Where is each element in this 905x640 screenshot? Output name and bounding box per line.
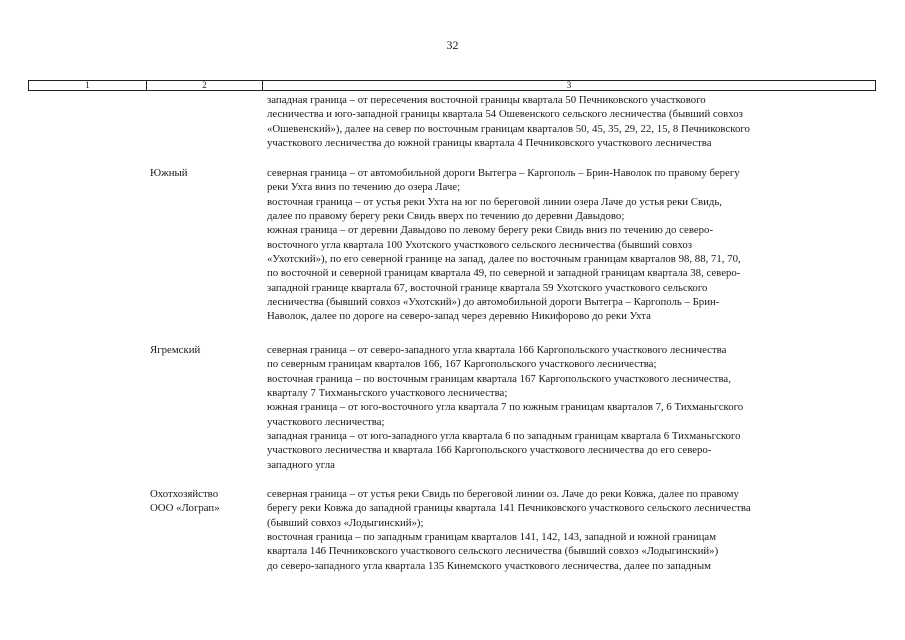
territory-name [150,166,262,180]
territory-name [150,343,262,357]
description-line: западного угла [267,458,335,471]
description-line: лесничества и юго-западной границы квартала 54 Ошевенского сельского лесничества (бывший совхоз [267,108,743,121]
boundary-description [267,93,867,150]
description-line: участкового лесничества до южной границы квартала 4 Печниковского участкового лесничества [267,137,712,150]
description-line: участкового лесничества и квартала 166 Каргопольского участкового лесничества до его северо- [267,444,712,457]
description-line: по восточной и северной границам квартала 49, по северной и западной границам квартала 38, северо- [267,267,741,280]
description-line: восточная граница – по западным границам кварталов 141, 142, 143, западной и южной границам [267,531,717,544]
description-line: «Ухотский»), по его северной границе на запад, далее по восточным границам кварталов 98, 88, 71, 70, [267,253,741,266]
description-line: северная граница – от автомобильной дороги Вытегра – Каргополь – Брин-Наволок по правому берегу [267,167,740,179]
description-line: квартала 146 Печниковского участкового сельского лесничества (бывший совхоз «Лодыгинский») [267,545,719,558]
territory-name-line: Охотхозяйство [150,488,219,500]
description-line: реки Ухта вниз по течению до озера Лаче; [267,181,461,194]
description-line: южная граница – от деревни Давыдово по левому берегу реки Свидь вниз по течению до северо- [267,224,714,237]
description-line: Наволок, далее по дороге на северо-запад через деревню Никифорово до реки Ухта [267,310,651,323]
description-line: западной границе квартала 67, восточной границе квартала 59 Ухотского участкового сельского [267,281,708,294]
description-line: южная граница – от юго-восточного угла квартала 7 по южным границам кварталов 7, 6 Тихманьгского [267,401,744,414]
description-line: кварталу 7 Тихманьгского участкового лесничества; [267,387,508,400]
description-line: берегу реки Ковжа до западной границы квартала 141 Печниковского участкового сельского лесничества [267,502,751,515]
description-line: восточного угла квартала 100 Ухотского участкового сельского лесничества (бывший совхоз [267,238,693,251]
territory-name-line: ООО «Лограп» [150,502,220,515]
description-line: участкового лесничества; [267,415,385,428]
description-line: восточная граница – от устья реки Ухта на юг по береговой линии озера Лаче до устья реки Свидь, [267,195,722,208]
page-number: 32 [446,38,459,52]
territory-name [150,487,262,516]
column-header-1: 1 [29,81,147,91]
territory-name-line: Южный [150,167,188,179]
boundary-description [267,487,867,573]
territory-name-line: Ягремский [150,344,201,356]
description-line: западная граница – от пересечения восточной границы квартала 50 Печниковского участкового [267,94,706,106]
column-header-3: 3 [263,81,876,91]
column-header-2: 2 [147,81,263,91]
description-line: по северным границам кварталов 166, 167 Каргопольского участкового лесничества; [267,358,657,371]
description-line: «Ошевенский»), далее на север по восточным границам кварталов 50, 45, 35, 29, 22, 15, 8 Печниковского [267,122,750,135]
column-header-table [28,80,876,91]
boundary-description [267,343,867,472]
description-line: восточная граница – по восточным границам квартала 167 Каргопольского участкового лесничества, [267,372,731,385]
description-line: северная граница – от северо-западного угла квартала 166 Каргопольского участкового лесничества [267,344,727,356]
description-line: до северо-западного угла квартала 135 Кинемского участкового лесничества, далее по западным [267,559,712,572]
description-line: лесничества (бывший совхоз «Ухотский») до автомобильной дороги Вытегра – Каргополь – Брин- [267,296,720,309]
description-line: (бывший совхоз «Лодыгинский»); [267,516,424,529]
description-line: далее по правому берегу реки Свидь вверх по течению до деревни Давыдово; [267,210,625,223]
description-line: западная граница – от юго-западного угла квартала 6 по западным границам квартала 6 Тихманьгского [267,430,741,443]
boundary-description [267,166,867,324]
description-line: северная граница – от устья реки Свидь по береговой линии оз. Лаче до реки Ковжа, далее по правому [267,488,739,500]
